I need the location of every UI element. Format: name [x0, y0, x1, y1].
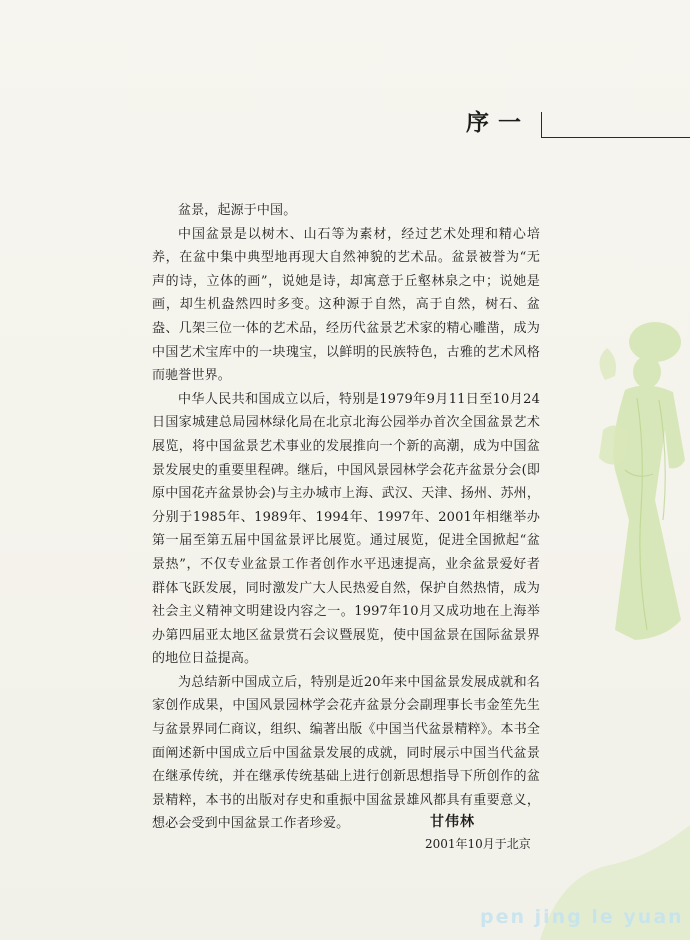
- paragraph-2: 中国盆景是以树木、山石等为素材，经过艺术处理和精心培养，在盆中集中典型地再现大自然神貌的艺术品。盆景被誉为“无声的诗，立体的画”，说她是诗，却寓意于丘壑林泉之中；说她是画，却生机盎然四时多变。这种源于自然，高于自然，树石、盆盎、几架三位一体的艺术品，经历代盆景艺术家的精心雕凿，成为中国艺术宝库中的一块瑰宝，以鲜明的民族特色，古雅的艺术风格而驰誉世界。: [152, 226, 540, 384]
- heading-title: 序一: [466, 109, 530, 136]
- section-heading: [466, 108, 690, 142]
- watermark-text: pen jing le yuan: [480, 906, 684, 928]
- heading-divider-horizontal: [541, 137, 690, 138]
- preface-body: [152, 199, 540, 836]
- paragraph-4: 为总结新中国成立后，特别是近20年来中国盆景发展成就和名家创作成果，中国风景园林学会花卉盆景分会副理事长韦金笙先生与盆景界同仁商议，组织、编著出版《中国当代盆景精粹》。本书全面阐述新中国成立后中国盆景发展的成就，同时展示中国当代盆景在继承传统，并在继承传统基础上进行创新思想指导下所创作的盆景精粹，本书的出版对存史和重振中国盆景雄风都具有重要意义，想必会受到中国盆景工作者珍爱。: [152, 674, 541, 832]
- signature-date: 2001年10月于北京: [425, 837, 531, 851]
- heading-divider-vertical: [541, 112, 542, 138]
- author-signature: 甘伟林: [430, 814, 475, 830]
- paragraph-1: 盆景，起源于中国。: [178, 203, 297, 218]
- watercolor-figure-icon: [585, 320, 690, 650]
- paragraph-3: 中华人民共和国成立以后，特别是1979年9月11日至10月24日国家城建总局园林绿化局在北京北海公园举办首次全国盆景艺术展览，将中国盆景艺术事业的发展推向一个新的高潮，成为中国盆景发展史的重要里程碑。继后，中国风景园林学会花卉盆景分会(即原中国花卉盆景协会)与主办城市上海、武汉、天津、扬州、苏州，分别于1985年、1989年、1994年、1997年、2001年相继举办第一届至第五届中国盆景评比展览。通过展览，促进全国掀起“盆景热”，不仅专业盆景工作者创作水平迅速提高，业余盆景爱好者群体飞跃发展，同时激发广大人民热爱自然，保护自然热情，成为社会主义精神文明建设内容之一。1997年10月又成功地在上海举办第四届亚太地区盆景赏石会议暨展览，使中国盆景在国际盆景界的地位日益提高。: [152, 391, 540, 667]
